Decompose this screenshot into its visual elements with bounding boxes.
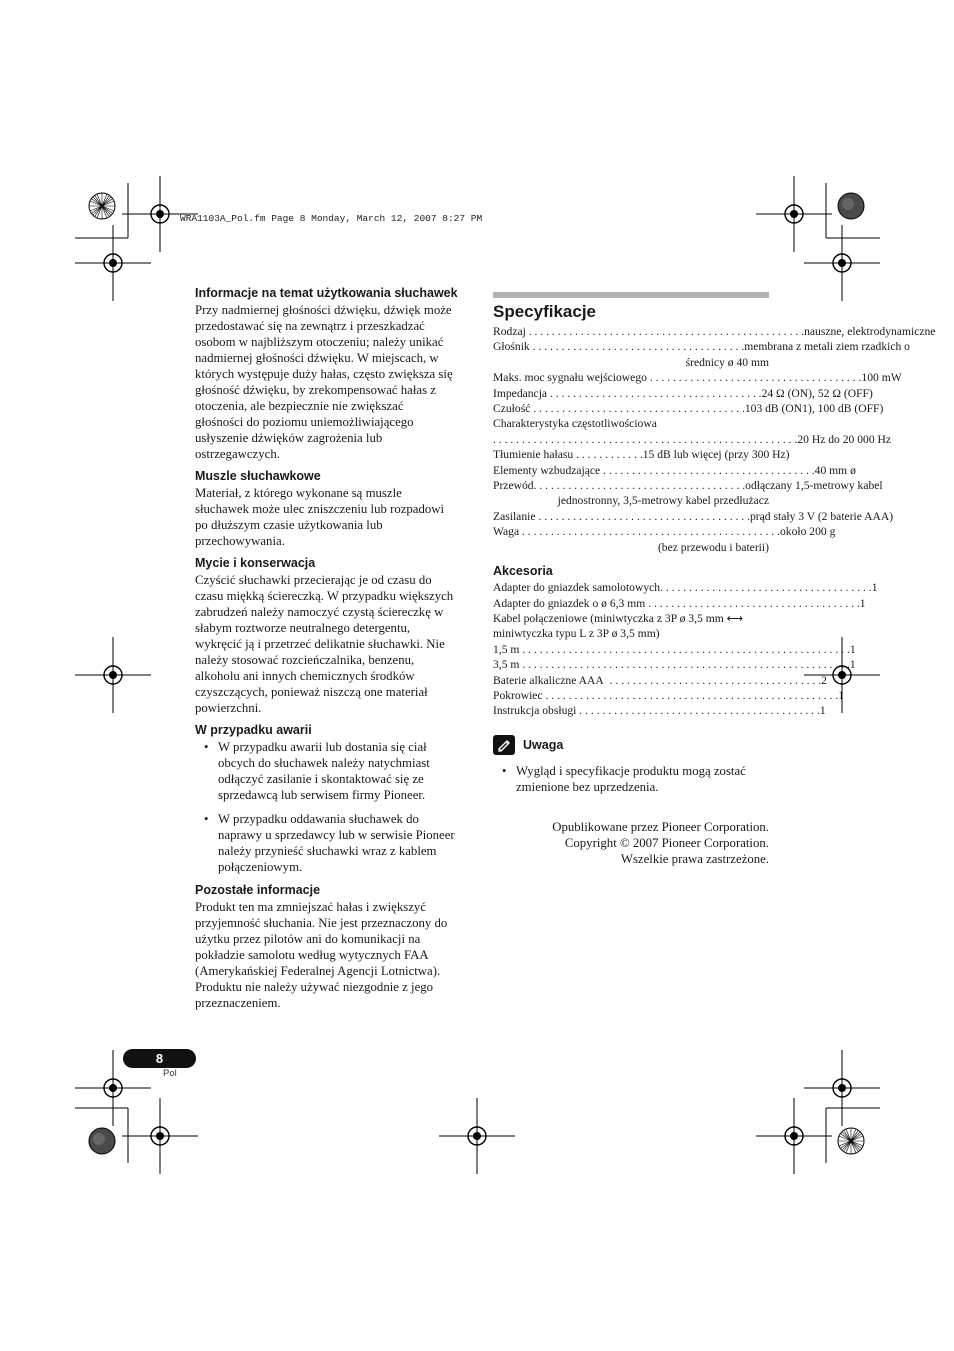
left-column: [195, 286, 471, 1018]
spec-row-cont: średnicy ø 40 mm: [685, 355, 769, 369]
other-text: Produkt ten ma zmniejszać hałas i zwiększyć przyjemność słuchania. Nie jest przeznaczony do użytku przez pilotów ani do komunikacji na pokładzie samolotu według wytycznych FAA (Amerykańskiej Federalnej Agencji Lotnictwa). Produktu nie należy używać niezgodnie z jego przeznaczeniem.: [195, 900, 448, 1010]
spec-row: Charakterystyka częstotliwościowa: [493, 417, 657, 431]
note-header: [493, 735, 769, 755]
accessories-title: Akcesoria: [493, 564, 553, 579]
section-title-earcups: Muszle słuchawkowe: [195, 469, 321, 483]
section-bar: [493, 292, 769, 298]
list-item: • W przypadku oddawania słuchawek do naprawy u sprzedawcy lub w serwisie Pioneer należy przynieść słuchawki wraz z kablem połączeniowym.: [204, 812, 455, 874]
list-item: • W przypadku awarii lub dostania się ciał obcych do słuchawek należy natychmiast odłączyć zasilanie i skontaktować się ze sprzedawcą lub serwisem firmy Pioneer.: [204, 740, 430, 802]
accessory-row-cont: miniwtyczka typu L z 3P ø 3,5 mm): [493, 627, 660, 641]
right-column: [493, 292, 936, 867]
spec-row: Czułość . . . . . . . . . . . . . . . . . . . . . . . . . . . . . . . . . . . . . 103 dB (ON1), 100 dB (OFF): [493, 402, 884, 416]
spec-row: Maks. moc sygnału wejściowego . . . . . . . . . . . . . . . . . . . . . . . . . . . . . . . . . . . . . 100 mW: [493, 371, 902, 385]
cleaning-text: Czyścić słuchawki przecierając je od czasu do czasu miękką ściereczką. W przypadku większych zabrudzeń należy namoczyć czystą ściereczkę w słabym roztworze neutralnego detergentu, wykręcić ją i przetrzeć delikatnie słuchawki. Nie należy stosować rozcieńczalnika, benzenu, alkoholu ani innych chemicznych środków czyszczących, ponieważ niszczą one materiał powierzchni.: [195, 573, 454, 715]
specs-title: Specyfikacje: [493, 302, 597, 321]
specs-list: [493, 324, 936, 555]
accessory-row: 3,5 m . . . . . . . . . . . . . . . . . . . . . . . . . . . . . . . . . . . . . . . . . . . . . . . . . . . . . . . . . 1: [493, 658, 856, 672]
file-info: WRA1103A_Pol.fm Page 8 Monday, March 12, 2007 8:27 PM: [180, 213, 483, 224]
spec-row: Tłumienie hałasu . . . . . . . . . . . . 15 dB lub więcej (przy 300 Hz): [493, 448, 790, 462]
list-item: • Wygląd i specyfikacje produktu mogą zostać zmienione bez uprzedzenia.: [502, 763, 746, 794]
publisher-info: Opublikowane przez Pioneer Corporation. Copyright © 2007 Pioneer Corporation. Wszelkie prawa zastrzeżone.: [552, 819, 769, 866]
note-list: [493, 763, 769, 795]
section-title-failure: W przypadku awarii: [195, 723, 312, 737]
pencil-icon: [493, 735, 515, 755]
earcups-text: Materiał, z którego wykonane są muszle słuchawek może ulec zniszczeniu lub rozpadowi po dłuższym czasie użytkowania lub przechowywania.: [195, 486, 445, 548]
note-title: Uwaga: [523, 737, 564, 752]
spec-row: Głośnik . . . . . . . . . . . . . . . . . . . . . . . . . . . . . . . . . . . . . membrana z metali ziem rzadkich o: [493, 340, 910, 354]
accessory-row: 1,5 m . . . . . . . . . . . . . . . . . . . . . . . . . . . . . . . . . . . . . . . . . . . . . . . . . . . . . . . . . 1: [493, 642, 856, 656]
accessory-row: Pokrowiec . . . . . . . . . . . . . . . . . . . . . . . . . . . . . . . . . . . . . . . . . . . . . . . . . . . 1: [493, 688, 845, 702]
spec-row: Impedancja . . . . . . . . . . . . . . . . . . . . . . . . . . . . . . . . . . . . . 24 Ω (ON), 52 Ω (OFF): [493, 386, 873, 400]
accessory-row: Baterie alkaliczne AAA . . . . . . . . . . . . . . . . . . . . . . . . . . . . . . . . . . . . . 2: [493, 673, 827, 687]
failure-list: [195, 739, 471, 875]
section-title-usage: Informacje na temat użytkowania słuchawek: [195, 286, 458, 300]
spec-row: Rodzaj . . . . . . . . . . . . . . . . . . . . . . . . . . . . . . . . . . . . . . . . . . . . . . . . nauszne, elektrodynamiczne: [493, 325, 936, 338]
accessories-list: [493, 580, 878, 719]
spec-row-cont: (bez przewodu i baterii): [657, 540, 769, 554]
spec-row-cont: jednostronny, 3,5-metrowy kabel przedłużacz: [557, 494, 769, 508]
page-language: Pol: [163, 1068, 177, 1079]
accessory-row: Instrukcja obsługi . . . . . . . . . . . . . . . . . . . . . . . . . . . . . . . . . . . . . . . . . . 1: [493, 704, 826, 718]
section-title-cleaning: Mycie i konserwacja: [195, 556, 316, 570]
accessory-row: Adapter do gniazdek o ø 6,3 mm . . . . . . . . . . . . . . . . . . . . . . . . . . . . . . . . . . . . . 1: [493, 596, 866, 610]
spec-row: Waga . . . . . . . . . . . . . . . . . . . . . . . . . . . . . . . . . . . . . . . . . . . . . około 200 g: [493, 525, 836, 539]
spec-row-cont: . . . . . . . . . . . . . . . . . . . . . . . . . . . . . . . . . . . . . . . . . . . . . . . . . . . . . 20 Hz do 20 000 Hz: [493, 432, 892, 446]
section-title-other: Pozostałe informacje: [195, 883, 321, 897]
spec-row: Zasilanie . . . . . . . . . . . . . . . . . . . . . . . . . . . . . . . . . . . . . prąd stały 3 V (2 baterie AAA): [493, 509, 894, 523]
accessory-row: Kabel połączeniowe (miniwtyczka z 3P ø 3,5 mm ⟷: [493, 611, 744, 625]
usage-text: Przy nadmiernej głośności dźwięku, dźwięk może przedostawać się na zewnątrz i przeszkadzać osobom w najbliższym otoczeniu; należy unikać nadmiernej głośności dźwięku. W miejscach, w których występuje duży hałas, często zwiększa się głośność dźwięku, by zrekompensować hałas z otoczenia, ale bezpiecznie nie zwiększać głośności do poziomu uniemożliwiającego usłyszenie dźwięków zagrożenia lub ostrzegawczych.: [195, 303, 453, 461]
page-number: 8: [123, 1049, 196, 1068]
spec-row: Elementy wzbudzające . . . . . . . . . . . . . . . . . . . . . . . . . . . . . . . . . . . . . 40 mm ø: [493, 463, 856, 477]
spec-row: Przewód . . . . . . . . . . . . . . . . . . . . . . . . . . . . . . . . . . . . . odłączany 1,5-metrowy kabel: [493, 479, 883, 493]
accessory-row: Adapter do gniazdek samolotowych . . . . . . . . . . . . . . . . . . . . . . . . . . . . . . . . . . . . . 1: [493, 581, 878, 595]
